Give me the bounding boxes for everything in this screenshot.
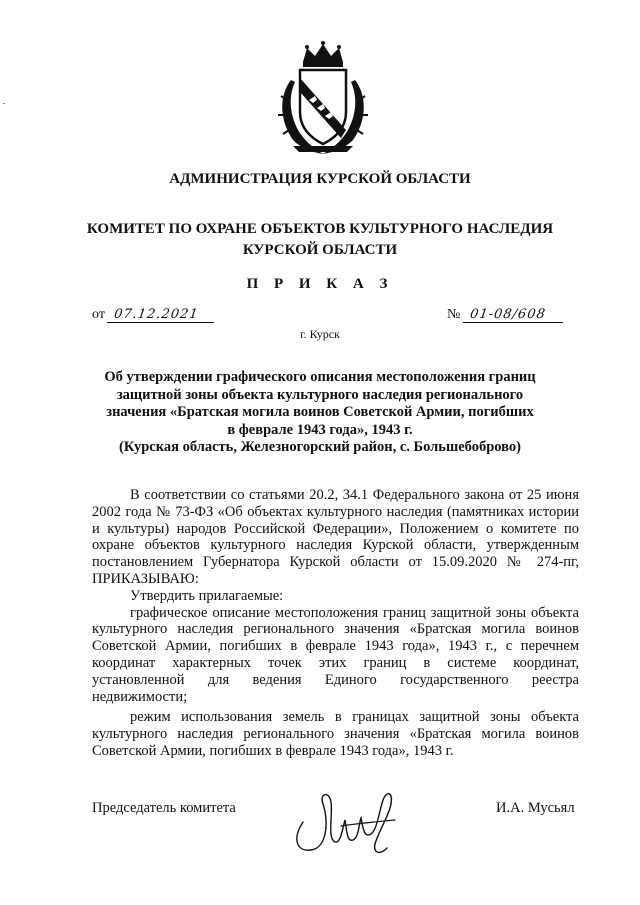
scan-mark bbox=[3, 103, 5, 104]
document-type: П Р И К А З bbox=[246, 276, 394, 292]
organization-name: АДМИНИСТРАЦИЯ КУРСКОЙ ОБЛАСТИ bbox=[169, 171, 471, 187]
body-paragraph: В соответствии со статьями 20.2, 34.1 Федерального закона от 25 июня 2002 года № 73-ФЗ «Об объектах культурного наследия (памятниках истории и культуры) народов Российской Федерации», Положением о комитете по охране объектов культурного наследия Курской области, утвержденным постановлением Губернатора Курской области от 15.09.2020 № 274-пг, ПРИКАЗЫВАЮ: bbox=[92, 487, 579, 587]
committee-line: КУРСКОЙ ОБЛАСТИ bbox=[242, 242, 398, 258]
handwritten-signature-icon bbox=[283, 782, 408, 860]
signer-name: И.А. Мусьял bbox=[496, 800, 575, 816]
number-prefix: № bbox=[447, 307, 461, 322]
title-line: защитной зоны объекта культурного наследия регионального bbox=[116, 386, 524, 403]
body-paragraph: Утвердить прилагаемые: bbox=[130, 587, 284, 604]
document-body bbox=[92, 487, 579, 760]
body-paragraph: режим использования земель в границах защитной зоны объекта культурного наследия регионального значения «Братская могила воинов Советской Армии, погибших в феврале 1943 года», 1943 г. bbox=[92, 709, 579, 759]
date-value: 07.12.2021 bbox=[107, 307, 216, 323]
committee-name bbox=[0, 219, 640, 261]
date-field bbox=[92, 307, 215, 323]
coat-of-arms-icon bbox=[273, 40, 373, 158]
title-line: (Курская область, Железногорский район, с. Большебоброво) bbox=[119, 439, 521, 455]
date-prefix: от bbox=[92, 307, 105, 322]
title-line: значения «Братская могила воинов Советской Армии, погибших bbox=[106, 404, 534, 420]
title-line: Об утверждении графического описания местоположения границ bbox=[104, 369, 536, 385]
body-paragraph: графическое описание местоположения границ защитной зоны объекта культурного наследия регионального значения «Братская могила воинов Советской Армии, погибших в феврале 1943 года», 1943 г., с перечнем координат характерных точек этих границ в системе координат, установленной для ведения Единого государственного реестра недвижимости; bbox=[92, 604, 579, 705]
title-line: в феврале 1943 года», 1943 г. bbox=[227, 421, 413, 438]
document-title bbox=[40, 369, 600, 457]
number-value: 01-08/608 bbox=[463, 307, 565, 323]
signer-role: Председатель комитета bbox=[92, 800, 236, 816]
city-label: г. Курск bbox=[300, 327, 340, 341]
number-field bbox=[447, 307, 564, 323]
committee-line: КОМИТЕТ ПО ОХРАНЕ ОБЪЕКТОВ КУЛЬТУРНОГО НАСЛЕДИЯ bbox=[86, 221, 554, 237]
